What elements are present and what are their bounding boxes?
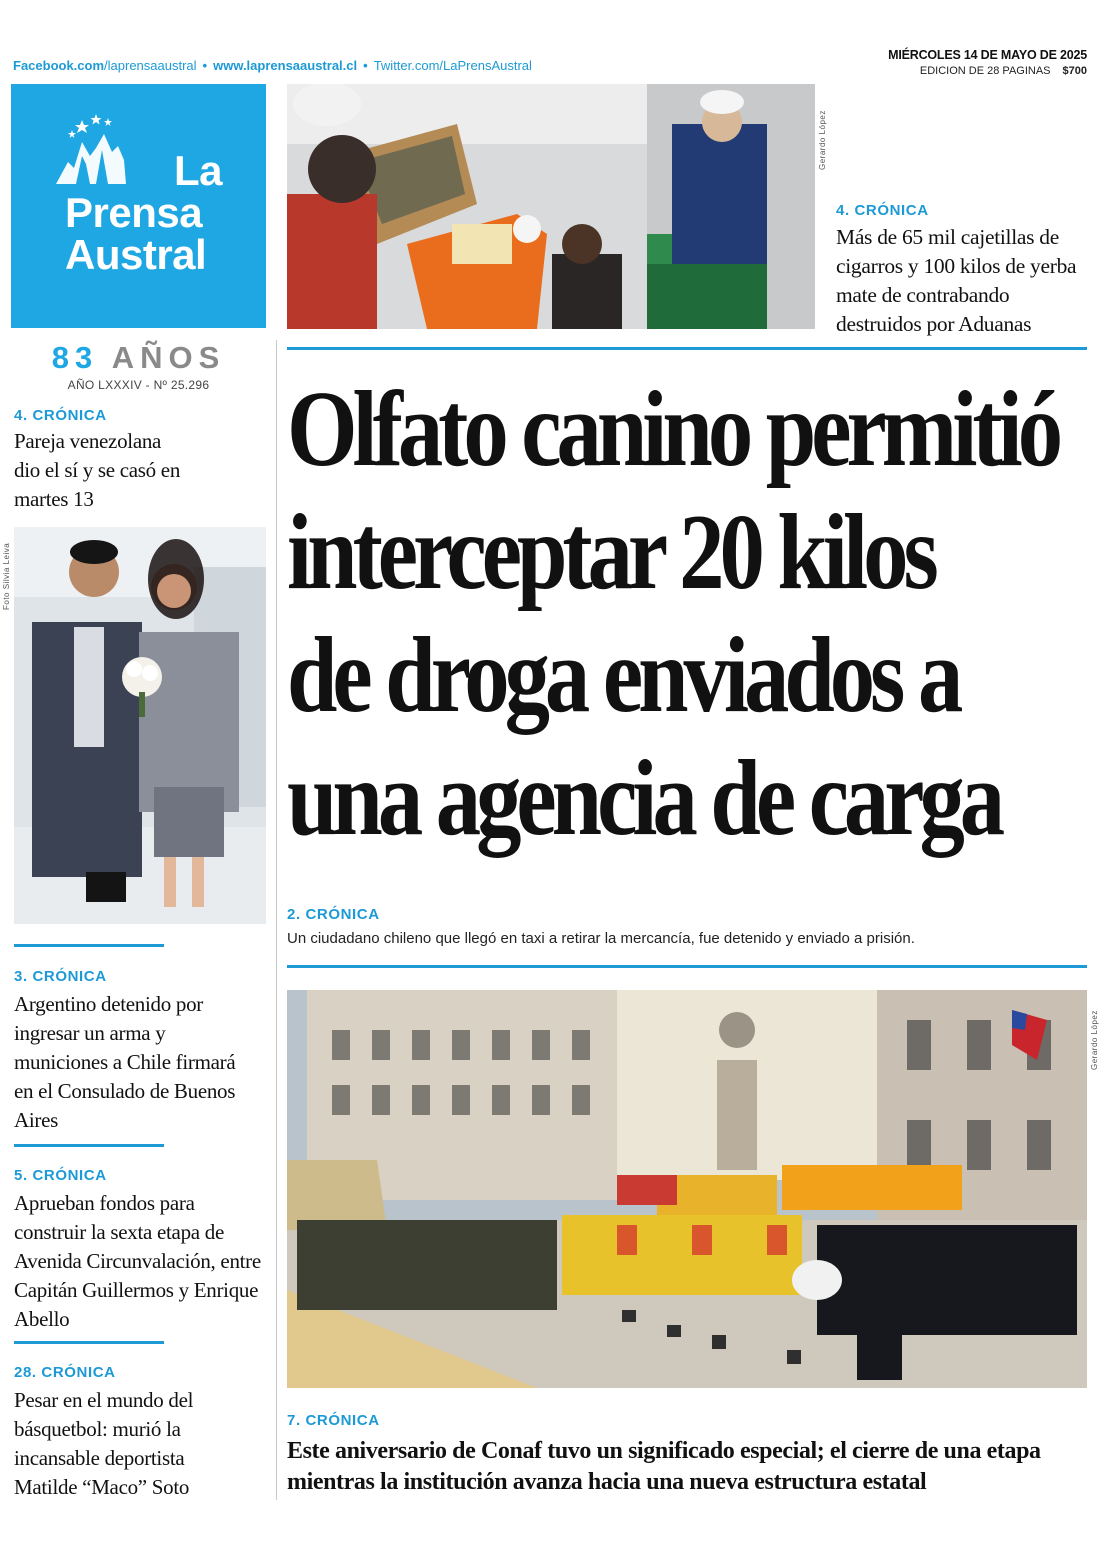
- website-link[interactable]: www.laprensaaustral.cl: [213, 58, 358, 73]
- sidebar-headline[interactable]: Argentino detenido por ingresar un arma y municiones a Chile firmará en el Consulado de Buenos Aires: [14, 992, 236, 1132]
- sidebar-headline[interactable]: Aprueban fondos para construir la sexta etapa de Avenida Circunvalación, entre Capitán Guillermos y Enrique Abello: [14, 1191, 261, 1331]
- section-label: 2. CRÓNICA: [287, 906, 380, 923]
- section-rule: [287, 965, 1087, 968]
- customs-destruction-photo[interactable]: [287, 84, 815, 329]
- section-rule: [14, 944, 164, 947]
- bottom-story-headline[interactable]: Este aniversario de Conaf tuvo un significado especial; el cierre de una etapa mientras la institución avanza hacia una nueva estructura estatal: [287, 1438, 1041, 1495]
- section-label: 28. CRÓNICA: [14, 1364, 116, 1381]
- section-rule: [14, 1144, 164, 1147]
- sidebar-headline[interactable]: Pesar en el mundo del básquetbol: murió la incansable deportista Matilde “Maco” Soto: [14, 1388, 194, 1499]
- photo-credit: Foto Silvia Leiva: [2, 542, 11, 610]
- issue-price: $700: [1062, 65, 1087, 77]
- issue-date: MIÉRCOLES 14 DE MAYO DE 2025: [888, 48, 1087, 62]
- photo-credit: Gerardo López: [1090, 1010, 1099, 1070]
- social-links-bar: Facebook.com/laprensaaustral • www.laprensaaustral.cl • Twitter.com/LaPrensAustral: [13, 58, 532, 73]
- section-label: 4. CRÓNICA: [836, 202, 929, 219]
- photo-credit: Gerardo López: [818, 110, 827, 170]
- logo-wordmark: La Prensa Austral: [65, 147, 223, 278]
- edition-pages: EDICION DE 28 PAGINAS: [919, 65, 1051, 77]
- section-label: 5. CRÓNICA: [14, 1167, 107, 1184]
- section-label: 4. CRÓNICA: [14, 407, 107, 424]
- masthead-logo[interactable]: [11, 84, 266, 328]
- section-label: 3. CRÓNICA: [14, 968, 107, 985]
- twitter-link[interactable]: Twitter.com/LaPrensAustral: [373, 58, 532, 73]
- section-rule: [14, 1341, 164, 1344]
- conaf-ceremony-photo[interactable]: [287, 990, 1087, 1388]
- issue-number: AÑO LXXXIV - Nº 25.296: [67, 378, 210, 392]
- top-story-headline[interactable]: Más de 65 mil cajetillas de cigarros y 100 kilos de yerba mate de contrabando destruidos por Aduanas: [836, 225, 1077, 336]
- section-rule: [287, 347, 1087, 350]
- main-story-dek: Un ciudadano chileno que llegó en taxi a retirar la mercancía, fue detenido y enviado a prisión.: [287, 930, 915, 947]
- facebook-link[interactable]: Facebook.com/laprensaaustral: [13, 58, 197, 73]
- anniversary-badge: 83 AÑOS: [51, 340, 226, 375]
- column-divider: [276, 340, 277, 1500]
- dateline: [888, 48, 1087, 77]
- section-label: 7. CRÓNICA: [287, 1412, 380, 1429]
- sidebar-headline[interactable]: Pareja venezolana dio el sí y se casó en martes 13: [14, 429, 181, 511]
- wedding-couple-photo[interactable]: [14, 527, 266, 924]
- main-headline[interactable]: Olfato canino permitió interceptar 20 kilos de droga enviados a una agencia de carga: [287, 370, 1059, 858]
